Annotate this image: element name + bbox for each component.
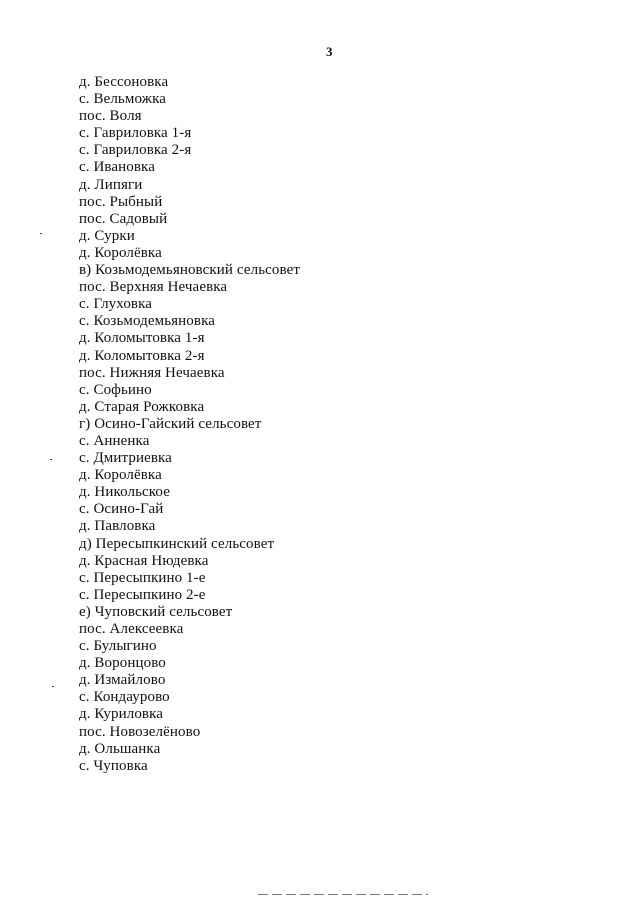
settlement-item: д. Красная Нюдевка [79,552,209,569]
settlement-item: с. Вельможка [79,91,167,108]
council-header: в) Козьмодемьяновский сельсовет [79,262,300,279]
settlement-item: д. Коломытовка 2-я [79,347,205,364]
scan-mark [52,686,54,687]
settlement-item: д. Ольшанка [79,740,161,757]
settlement-item: с. Кондаурово [79,689,170,706]
settlement-item: д. Сурки [79,227,135,244]
settlement-item: д. Никольское [79,484,170,501]
settlement-item: д. Павловка [79,518,156,535]
settlement-item: с. Пересыпкино 2-е [79,586,206,603]
footer-line [258,894,428,895]
settlement-item: пос. Рыбный [79,193,163,210]
settlement-item: д. Коломытовка 1-я [79,330,205,347]
settlement-item: д. Измайлово [79,672,166,689]
settlement-item: пос. Верхняя Нечаевка [79,279,228,296]
settlement-item: с. Козьмодемьяновка [79,313,215,330]
settlement-item: д. Королёвка [79,244,162,261]
settlement-item: с. Осино-Гай [79,501,164,518]
settlement-item: с. Булыгино [79,638,157,655]
settlement-item: пос. Новозелёново [79,723,201,740]
settlement-item: с. Софьино [79,381,152,398]
settlement-item: с. Глуховка [79,296,153,313]
settlement-item: д. Королёвка [79,467,162,484]
settlement-item: д. Бессоновка [79,74,169,90]
council-header: е) Чуповский сельсовет [79,603,233,620]
settlement-item: с. Ивановка [79,159,155,176]
settlement-item: пос. Нижняя Нечаевка [79,364,225,381]
page-number: 3 [326,44,333,59]
settlement-item: пос. Алексеевка [79,621,184,637]
settlement-item: д. Липяги [79,176,143,193]
settlement-item: с. Чуповка [79,757,148,774]
scan-mark [40,233,42,234]
settlement-item: пос. Воля [79,108,142,125]
settlement-item: пос. Садовый [79,210,168,227]
settlement-item: д. Куриловка [79,706,164,723]
settlement-item: с. Анненка [79,432,150,449]
settlement-list [79,74,300,775]
scan-mark [50,459,52,460]
council-header: д) Пересыпкинский сельсовет [79,535,275,552]
settlement-item: с. Дмитриевка [79,450,172,467]
settlement-item: с. Гавриловка 2-я [79,142,192,159]
settlement-item: с. Гавриловка 1-я [79,125,192,142]
settlement-item: д. Старая Рожковка [79,398,205,415]
settlement-item: д. Воронцово [79,655,166,672]
settlement-item: с. Пересыпкино 1-е [79,569,206,586]
council-header: г) Осино-Гайский сельсовет [79,415,262,432]
